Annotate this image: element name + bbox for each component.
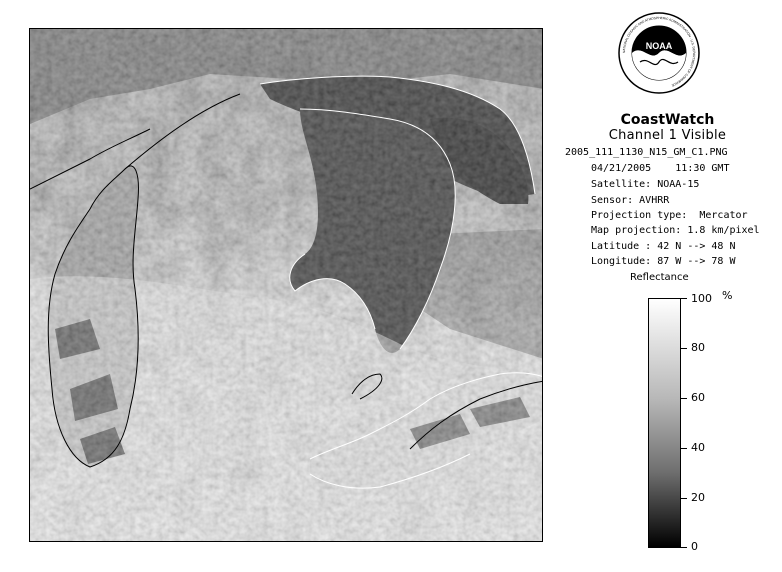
colorbar-tick-label: 60 bbox=[691, 391, 705, 404]
brand-title: CoastWatch bbox=[620, 112, 715, 128]
colorbar-tick-label: 80 bbox=[691, 341, 705, 354]
filename-label: 2005_111_1130_N15_GM_C1.PNG bbox=[565, 147, 728, 158]
colorbar-tick bbox=[681, 398, 687, 399]
logo-ring-text: NATIONAL OCEANIC AND ATMOSPHERIC ADMINISTRATION · U.S. DEPARTMENT OF COMMERCE bbox=[621, 15, 697, 88]
colorbar-tick-label: 20 bbox=[691, 491, 705, 504]
colorbar-tick bbox=[681, 298, 687, 299]
colorbar-title: Reflectance bbox=[630, 272, 689, 283]
colorbar-tick bbox=[681, 348, 687, 349]
datetime-label: 04/21/2005 11:30 GMT bbox=[591, 163, 730, 174]
satellite-image bbox=[30, 29, 543, 542]
channel-title: Channel 1 Visible bbox=[608, 128, 727, 143]
satellite-label: Satellite: NOAA-15 bbox=[591, 179, 700, 190]
colorbar-tick bbox=[681, 498, 687, 499]
noaa-logo bbox=[618, 12, 700, 94]
projection-type-label: Projection type: Mercator bbox=[591, 210, 748, 221]
map-projection-label: Map projection: 1.8 km/pixel bbox=[591, 225, 760, 236]
colorbar-tick bbox=[681, 448, 687, 449]
longitude-label: Longitude: 87 W --> 78 W bbox=[591, 256, 736, 267]
logo-center-text: NOAA bbox=[645, 41, 673, 51]
latitude-label: Latitude : 42 N --> 48 N bbox=[591, 241, 736, 252]
colorbar-tick-label: 0 bbox=[691, 540, 698, 553]
colorbar-tick-label: 40 bbox=[691, 441, 705, 454]
sensor-label: Sensor: AVHRR bbox=[591, 195, 670, 206]
colorbar-unit: % bbox=[722, 289, 733, 302]
satellite-map bbox=[29, 28, 543, 542]
noaa-seal-icon bbox=[618, 12, 700, 94]
colorbar-tick bbox=[681, 547, 687, 548]
colorbar-tick-label: 100 bbox=[691, 292, 712, 305]
reflectance-colorbar bbox=[648, 298, 681, 548]
